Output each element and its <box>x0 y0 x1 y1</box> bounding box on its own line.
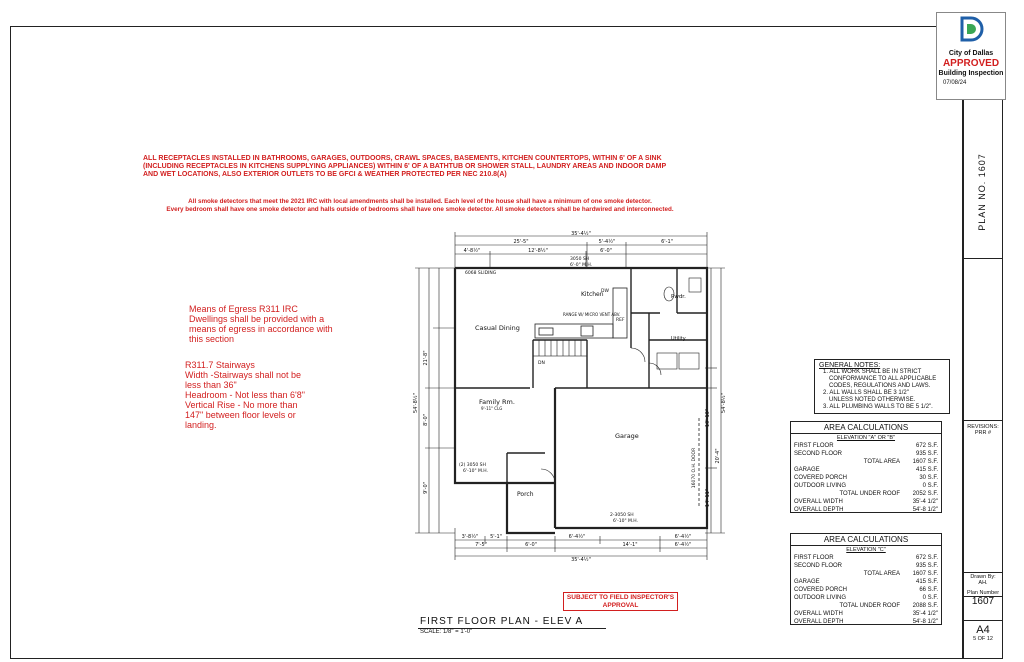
area-calculations-c <box>790 533 942 625</box>
left-dim: 21'-8" <box>423 350 429 366</box>
label-family-window: (2) 3050 SH <box>459 463 486 468</box>
interior-walls <box>455 268 707 483</box>
general-note-line: CONFORMANCE TO ALL APPLICABLE <box>829 376 937 382</box>
general-note-line: 3. ALL PLUMBING WALLS TO BE 5 1/2". <box>823 404 933 410</box>
title-block-divider <box>962 258 1003 259</box>
area-label: TOTAL UNDER ROOF <box>839 603 900 609</box>
right-dim: 14'-11" <box>705 488 711 508</box>
revisions-block <box>963 424 1003 436</box>
area-label: GARAGE <box>794 579 820 585</box>
area-label: SECOND FLOOR <box>794 563 843 569</box>
stairways-note-line: Headroom - Not less than 6'8" <box>185 390 305 400</box>
egress-note-line: this section <box>189 334 235 344</box>
stairways-note-line: R311.7 Stairways <box>185 360 255 370</box>
drawing-title: FIRST FLOOR PLAN - ELEV A <box>420 616 584 627</box>
dim-top: 4'-8½" <box>463 248 481 254</box>
area-value: 66 S.F. <box>919 587 938 593</box>
general-note-line: 1. ALL WORK SHALL BE IN STRICT <box>823 369 922 375</box>
dim-top: 6'-0" <box>600 248 612 254</box>
area-label: SECOND FLOOR <box>794 451 843 457</box>
general-note-line: 2. ALL WALLS SHALL BE 3 1/2" <box>823 390 909 396</box>
area-value: 2052 S.F. <box>912 491 938 497</box>
general-notes <box>814 359 950 414</box>
area-label: OVERALL WIDTH <box>794 611 843 617</box>
area-label: OVERALL WIDTH <box>794 499 843 505</box>
plan-number-block <box>963 590 1003 607</box>
smoke-note-line: All smoke detectors that meet the 2021 IRC with local amendments shall be installed. Each level of the house shall have a minimum of one smoke detector. <box>188 198 652 205</box>
smoke-note-line: Every bedroom shall have one smoke detector and halls outside of bedrooms shall have one smoke detector. All smoke detectors shall be hardwired and interconnected. <box>166 206 674 213</box>
title-block-divider <box>962 620 1003 621</box>
city-logo-icon <box>956 15 986 43</box>
right-dim: 20'-4" <box>715 448 721 464</box>
label-family-size: 9'-11" CLG <box>481 406 503 411</box>
label-dw: DW <box>601 289 609 294</box>
stamp-city: City of Dallas <box>948 50 994 57</box>
revisions-sub: PRR # <box>974 430 992 436</box>
stairways-note-line: landing. <box>185 420 217 430</box>
left-dim: 8'-0" <box>423 414 429 426</box>
drawn-by-label: Drawn By: <box>970 574 996 580</box>
dim-top: 25'-5" <box>513 239 529 245</box>
stairs <box>533 340 587 356</box>
area-subtitle: ELEVATION "A" OR "B" <box>836 435 896 441</box>
stamp-status: APPROVED <box>942 58 1000 69</box>
door-swings <box>541 348 661 483</box>
room-kitchen: Kitchen <box>581 291 604 298</box>
drawn-by-value: AH. <box>978 580 988 586</box>
dim-bottom: 3'-8½" <box>461 534 479 540</box>
area-value: 30 S.F. <box>919 475 938 481</box>
label-garage-door: 16070 O.H. DOOR <box>692 447 697 489</box>
area-value: 415 S.F. <box>915 579 938 585</box>
egress-note <box>189 304 349 344</box>
area-label: GARAGE <box>794 467 820 473</box>
area-title: AREA CALCULATIONS <box>791 534 941 546</box>
dim-bottom: 6'-0" <box>525 542 537 548</box>
area-value: 415 S.F. <box>915 467 938 473</box>
dim-top: 12'-8½" <box>528 248 548 254</box>
field-note-line: SUBJECT TO FIELD INSPECTOR'S <box>566 594 675 601</box>
room-porch: Porch <box>517 491 534 498</box>
area-label: TOTAL UNDER ROOF <box>839 491 900 497</box>
sheet-block <box>963 624 1003 642</box>
overall-width-bottom: 35'-4½" <box>571 557 591 563</box>
drawing-scale: SCALE: 1/8" = 1'-0" <box>420 629 473 635</box>
room-pwdr: Pwdr. <box>671 294 686 300</box>
dim-bottom: 6'-4½" <box>674 534 692 540</box>
area-value: 0 S.F. <box>922 483 938 489</box>
general-notes-heading: GENERAL NOTES: <box>819 362 881 369</box>
dim-bottom: 6'-4½" <box>674 542 692 548</box>
drawn-by-block <box>963 574 1003 586</box>
area-label: COVERED PORCH <box>794 587 848 593</box>
egress-note-line: means of egress in accordance with <box>189 324 333 334</box>
area-label: FIRST FLOOR <box>794 555 834 561</box>
area-title: AREA CALCULATIONS <box>791 422 941 434</box>
dim-bottom: 7'-5" <box>475 542 487 548</box>
dim-bottom: 5'-1" <box>490 534 502 540</box>
plan-number-label: PLAN NO. 1607 <box>977 153 987 231</box>
area-subtitle: ELEVATION "C" <box>846 547 886 553</box>
label-ref: REF <box>616 318 625 323</box>
field-note-line: APPROVAL <box>602 602 639 609</box>
area-label: OUTDOOR LIVING <box>794 483 847 489</box>
area-label: OVERALL DEPTH <box>794 507 844 513</box>
left-overall-dim: 54'-8½" <box>413 393 419 413</box>
area-value: 2088 S.F. <box>912 603 938 609</box>
room-utility: Utility <box>671 336 686 342</box>
field-inspector-note <box>563 592 678 611</box>
egress-note-line: Means of Egress R311 IRC <box>189 304 298 314</box>
receptacle-note <box>143 155 703 179</box>
area-label: OVERALL DEPTH <box>794 619 844 625</box>
label-stairs-dn: DN <box>538 361 545 366</box>
area-value: 54'-8 1/2" <box>912 507 938 513</box>
label-sliding: 6068 SLIDING <box>465 271 497 276</box>
dim-bottom: 6'-4½" <box>568 534 586 540</box>
dimension-lines <box>415 232 725 560</box>
revisions-label: REVISIONS: <box>967 424 999 430</box>
smoke-detector-note <box>120 198 720 214</box>
area-label: OUTDOOR LIVING <box>794 595 847 601</box>
dim-top: 6'-1" <box>661 239 673 245</box>
area-label: FIRST FLOOR <box>794 443 834 449</box>
room-family-rm: Family Rm. <box>479 398 515 406</box>
receptacle-note-line: AND WET LOCATIONS, ALSO EXTERIOR OUTLETS TO BE GFCI & WEATHER PROTECTED PER NEC 210.8(A) <box>143 171 507 178</box>
area-value: 0 S.F. <box>922 595 938 601</box>
area-label: TOTAL AREA <box>863 459 900 465</box>
area-value: 35'-4 1/2" <box>912 499 938 505</box>
area-value: 1607 S.F. <box>912 459 938 465</box>
approval-stamp <box>936 12 1006 100</box>
label-window-top: 3050 SH <box>570 257 590 262</box>
stairways-note-line: less than 36" <box>185 380 237 390</box>
overall-width-dim: 35'-4½" <box>571 231 591 237</box>
stairways-note-line: Width -Stairways shall not be <box>185 370 302 380</box>
area-value: 672 S.F. <box>915 555 938 561</box>
area-value: 35'-4 1/2" <box>912 611 938 617</box>
area-label: COVERED PORCH <box>794 475 848 481</box>
left-dim: 9'-0" <box>423 482 429 494</box>
plan-number-vertical <box>966 132 998 252</box>
title-block-divider <box>962 420 1003 421</box>
floor-plan <box>405 228 725 564</box>
receptacle-note-line: ALL RECEPTACLES INSTALLED IN BATHROOMS, GARAGES, OUTDOORS, CRAWL SPACES, BASEMENTS, KITCHEN COUNTERTOPS, WITHIN 6' OF A SINK <box>143 155 662 162</box>
area-value: 935 S.F. <box>915 451 938 457</box>
label-window-top-mh: 6'-0" M.H. <box>570 263 593 268</box>
area-label: TOTAL AREA <box>863 571 900 577</box>
right-dim: 10'-10" <box>705 408 711 428</box>
general-note-line: UNLESS NOTED OTHERWISE. <box>829 397 916 403</box>
area-calculations-ab <box>790 421 942 513</box>
stamp-date: 07/08/24 <box>943 80 967 86</box>
stamp-department: Building Inspection <box>938 70 1004 77</box>
dim-bottom: 14'-1" <box>622 542 638 548</box>
plan-number-value: 1607 <box>971 596 995 607</box>
area-value: 672 S.F. <box>915 443 938 449</box>
label-range: RANGE W/ MICRO VENT ABV. <box>563 312 621 317</box>
sheet-of: 5 OF 12 <box>973 636 993 642</box>
bath-fixtures <box>657 278 701 369</box>
plan-number-label: Plan Number <box>966 590 1000 596</box>
area-value: 1607 S.F. <box>912 571 938 577</box>
general-note-line: CODES, REGULATIONS AND LAWS. <box>829 383 931 389</box>
label-family-window-mh: 6'-10" M.H. <box>463 469 488 474</box>
stairways-note-line: Vertical Rise - No more than <box>185 400 298 410</box>
label-garage-window-mh: 6'-10" M.H. <box>613 519 638 524</box>
label-garage-window: 2-3050 SH <box>610 513 634 518</box>
egress-note-line: Dwellings shall be provided with a <box>189 314 325 324</box>
area-value: 54'-8 1/2" <box>912 619 938 625</box>
room-garage: Garage <box>615 432 639 440</box>
title-block <box>962 26 1003 659</box>
stairways-note <box>185 360 335 430</box>
area-value: 935 S.F. <box>915 563 938 569</box>
receptacle-note-line: (INCLUDING RECEPTACLES IN KITCHENS SUPPLYING APPLIANCES) WITHIN 6' OF A BATHTUB OR SHOWER STALL, LAUNDRY AREAS AND INDOOR DAMP <box>143 163 667 170</box>
title-block-divider <box>962 572 1003 573</box>
dim-top: 5'-4½" <box>598 239 616 245</box>
stairways-note-line: 147" between floor levels or <box>185 410 296 420</box>
sheet-number: A4 <box>976 624 990 636</box>
room-casual-dining: Casual Dining <box>475 324 520 332</box>
right-overall-dim: 54'-8½" <box>721 393 727 413</box>
